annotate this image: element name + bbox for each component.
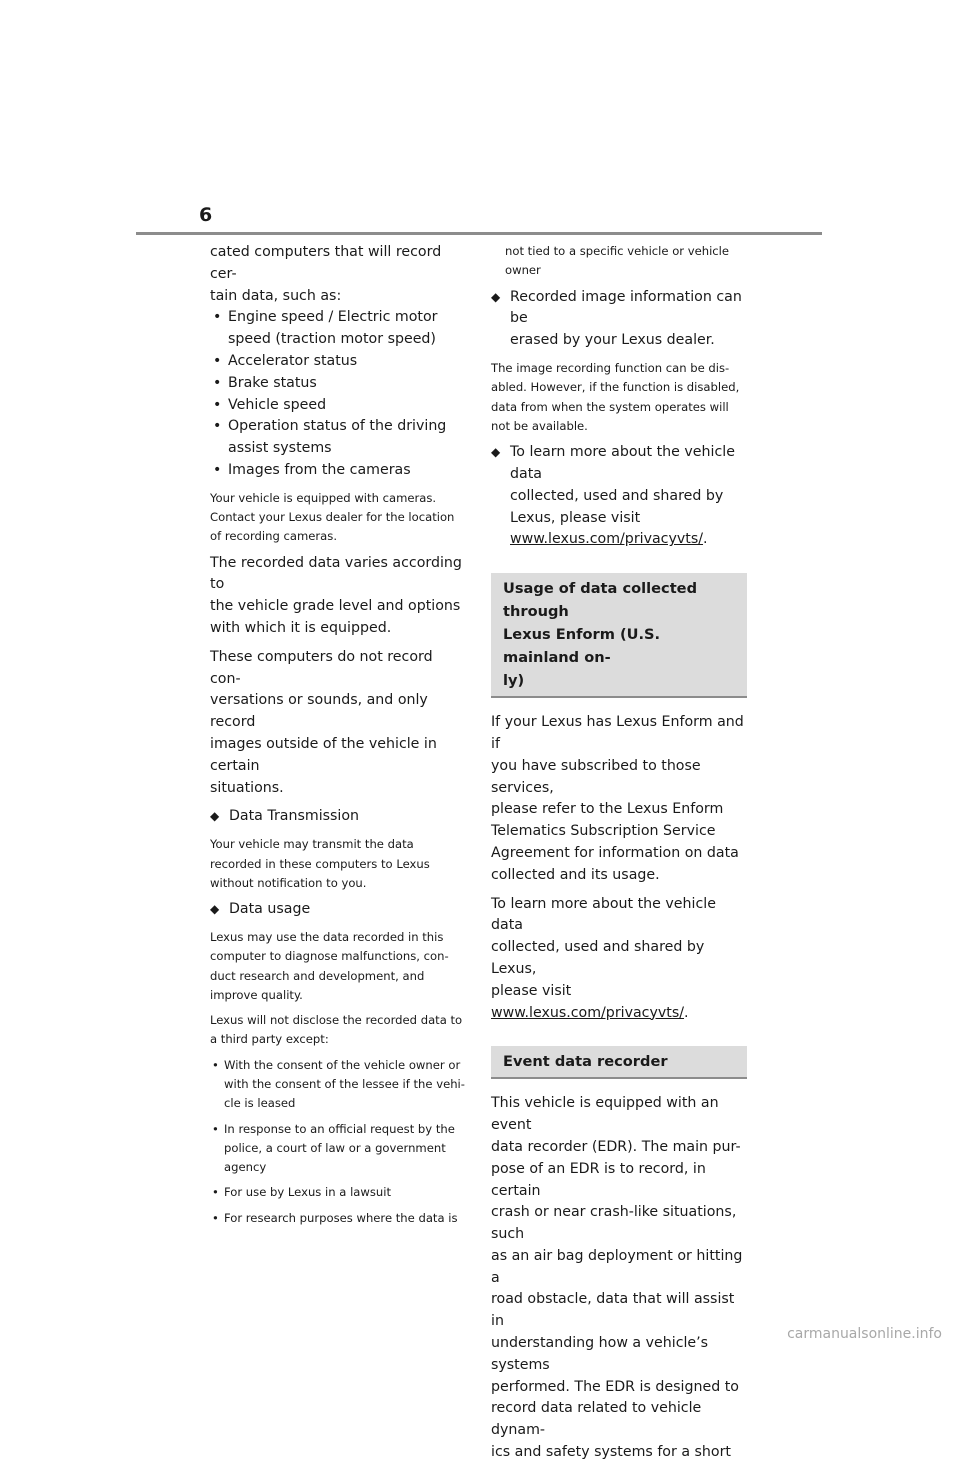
exceptions-list [210,1056,466,1228]
list-item: • For use by Lexus in a lawsuit [212,1185,392,1200]
privacy-link[interactable]: www.lexus.com/privacyvts/ [491,1004,685,1021]
list-item: • Operation status of the driving assist systems [213,418,447,457]
usage-heading: ◆ Data usage [210,899,466,921]
diamond-icon: ◆ [491,289,501,304]
recorded-data-list [210,307,466,481]
left-column [210,242,466,1234]
transmission-note: Your vehicle may transmit the data recorded in these computers to Lexus without notification to you. [210,837,430,890]
page-number: 6 [199,204,213,226]
disable-note: The image recording function can be dis- abled. However, if the function is disabled, data from when the system operates will not be available. [491,360,740,433]
enform-paragraph: If your Lexus has Lexus Enform and if you have subscribed to those services, please refer to the Lexus Enform Telematics Subscription Service Agreement for information on data collected and its usage. [491,714,744,883]
list-item: • Images from the cameras [213,461,411,478]
header-rule [136,232,822,235]
diamond-icon: ◆ [210,902,220,917]
edr-paragraph: This vehicle is equipped with an event data recorder (EDR). The main pur- pose of an EDR is to record, in certain crash or near crash-like situations, such as an air bag deployment or hitting a road obstacle, data that will assist in understanding how a vehicle’s systems performed. The EDR is designed to record data related to vehicle dynam- ics and safety systems for a short [491,1095,743,1461]
cameras-note: Your vehicle is equipped with cameras. Contact your Lexus dealer for the location of recording cameras. [210,490,455,544]
varies-paragraph: The recorded data varies according to the vehicle grade level and options with which it is equipped. [210,554,462,637]
intro-paragraph: cated computers that will record cer- tain data, such as: [210,244,442,304]
right-column [491,242,747,1471]
learn-more-point: ◆ To learn more about the vehicle data collected, used and shared by Lexus, please visit www.lexus.com/privacyvts/. [491,444,735,548]
list-item: • Vehicle speed [213,396,327,413]
list-item: • With the consent of the vehicle owner or with the consent of the lessee if the vehi- cle is leased [212,1057,465,1111]
list-item: • For research purposes where the data is [212,1210,458,1225]
diamond-icon: ◆ [210,809,220,824]
disclose-note: Lexus will not disclose the recorded data to a third party except: [210,1013,463,1047]
record-paragraph: These computers do not record con- versations or sounds, and only record images outside of the vehicle in certain situations. [210,648,437,796]
continuation-text: not tied to a specific vehicle or vehicle owner [505,244,730,278]
list-item: • In response to an official request by the police, a court of law or a government agency [212,1121,455,1175]
list-item: • Brake status [213,374,317,391]
learn-more-paragraph: To learn more about the vehicle data collected, used and shared by Lexus, please visit www.lexus.com/privacyvts/. [491,895,716,1021]
watermark: carmanualsonline.info [787,1326,942,1342]
usage-note: Lexus may use the data recorded in this computer to diagnose malfunctions, con- duct research and development, and improve quality. [210,929,449,1002]
erase-point: ◆ Recorded image information can be erased by your Lexus dealer. [491,288,742,349]
section-heading-edr: Event data recorder [491,1046,747,1079]
transmission-heading: ◆ Data Transmission [210,806,466,828]
section-heading-enform: Usage of data collected through Lexus Enform (U.S. mainland on- ly) [491,573,747,698]
list-item: • Accelerator status [213,352,358,369]
diamond-icon: ◆ [491,445,501,460]
privacy-link[interactable]: www.lexus.com/privacyvts/ [510,531,704,548]
list-item: • Engine speed / Electric motor speed (traction motor speed) [213,309,438,348]
